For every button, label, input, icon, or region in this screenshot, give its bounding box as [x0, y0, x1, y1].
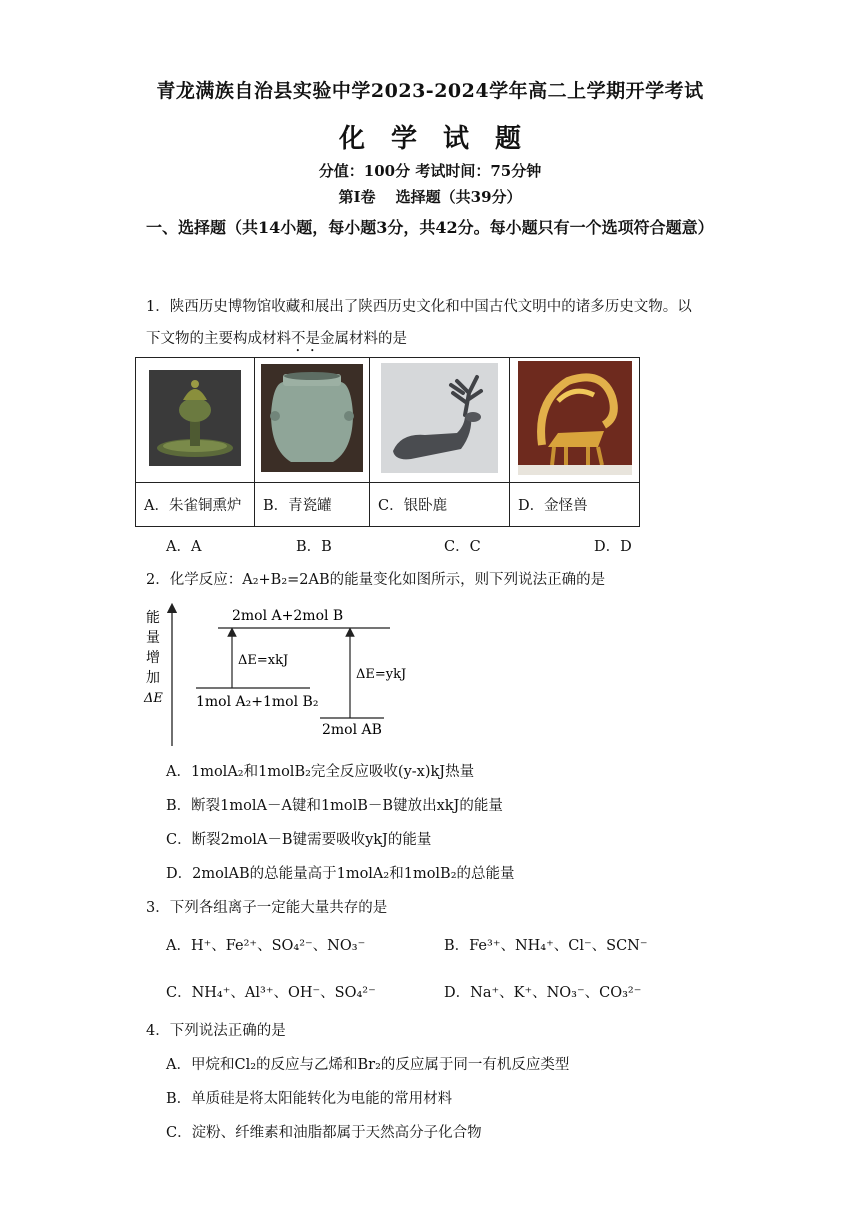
artifact-cell-b: [255, 358, 370, 483]
volume-heading: 第I卷 选择题（共39分）: [338, 188, 522, 206]
q1-stem-line1: 1．陕西历史博物馆收藏和展出了陕西历史文化和中国古代文明中的诸多历史文物。以: [146, 299, 692, 315]
q2-option-c: C．断裂2molA－B键需要吸收ykJ的能量: [166, 832, 432, 848]
score-time-info: 分值：100分 考试时间：75分钟: [318, 162, 542, 180]
energy-diagram: [140, 600, 410, 748]
delta-y-label: ΔE=ykJ: [356, 667, 407, 682]
level-mid-label: 1mol A₂+1mol B₂: [196, 694, 319, 710]
bronze-censer-image: [149, 370, 241, 466]
q3-option-a: A．H⁺、Fe²⁺、SO₄²⁻、NO₃⁻: [166, 938, 366, 954]
delta-x-label: ΔE=xkJ: [238, 653, 289, 668]
artifact-cell-a: [136, 358, 255, 483]
q3-option-c: C．NH₄⁺、Al³⁺、OH⁻、SO₄²⁻: [166, 985, 376, 1001]
q4-option-b: B．单质硅是将太阳能转化为电能的常用材料: [166, 1091, 453, 1107]
section-heading: 一、选择题（共14小题，每小题3分，共42分。每小题只有一个选项符合题意）: [146, 218, 714, 237]
exam-title: 青龙满族自治县实验中学2023-2024学年高二上学期开学考试: [156, 80, 704, 102]
axis-label-2: 量: [146, 630, 160, 646]
silver-deer-image: [381, 363, 498, 473]
q1-option-b: B．B: [296, 539, 332, 555]
q2-option-d: D．2molAB的总能量高于1molA₂和1molB₂的总能量: [166, 866, 515, 882]
artifact-label-a: A．朱雀铜熏炉: [136, 483, 255, 527]
artifact-table: [135, 357, 640, 527]
celadon-jar-image: [261, 364, 363, 472]
axis-label-3: 增: [146, 650, 160, 666]
q4-stem: 4．下列说法正确的是: [146, 1023, 286, 1039]
q1-option-a: A．A: [166, 539, 202, 555]
q1-stem-pre: 下文物的主要构成材料: [146, 331, 291, 347]
artifact-label-c: C．银卧鹿: [370, 483, 510, 527]
axis-label-4: 加: [146, 670, 160, 686]
subject-title: 化学试题: [338, 124, 547, 154]
q1-stem-line2: [146, 329, 407, 355]
axis-label-1: 能: [146, 610, 160, 626]
q1-emphasis-not: 不是: [291, 331, 320, 347]
artifact-label-d: D．金怪兽: [510, 483, 640, 527]
gold-beast-image: [518, 361, 632, 475]
q4-option-a: A．甲烷和Cl₂的反应与乙烯和Br₂的反应属于同一有机反应类型: [166, 1057, 570, 1073]
artifact-label-b: B．青瓷罐: [255, 483, 370, 527]
q1-option-d: D．D: [594, 539, 632, 555]
level-top-label: 2mol A+2mol B: [232, 608, 344, 624]
q3-option-b: B．Fe³⁺、NH₄⁺、Cl⁻、SCN⁻: [444, 938, 648, 954]
level-bottom-label: 2mol AB: [322, 722, 382, 738]
q3-option-d: D．Na⁺、K⁺、NO₃⁻、CO₃²⁻: [444, 985, 642, 1001]
q1-stem-post: 金属材料的是: [320, 331, 407, 347]
q4-option-c: C．淀粉、纤维素和油脂都属于天然高分子化合物: [166, 1125, 482, 1141]
axis-label-5: ΔE: [144, 691, 163, 706]
artifact-cell-c: [370, 358, 510, 483]
q2-stem: 2．化学反应：A₂+B₂=2AB的能量变化如图所示，则下列说法正确的是: [146, 572, 606, 588]
q1-option-c: C．C: [444, 539, 481, 555]
q2-option-a: A．1molA₂和1molB₂完全反应吸收(y-x)kJ热量: [166, 764, 475, 780]
q3-stem: 3．下列各组离子一定能大量共存的是: [146, 900, 388, 916]
artifact-cell-d: [510, 358, 640, 483]
q2-option-b: B．断裂1molA－A键和1molB－B键放出xkJ的能量: [166, 798, 503, 814]
